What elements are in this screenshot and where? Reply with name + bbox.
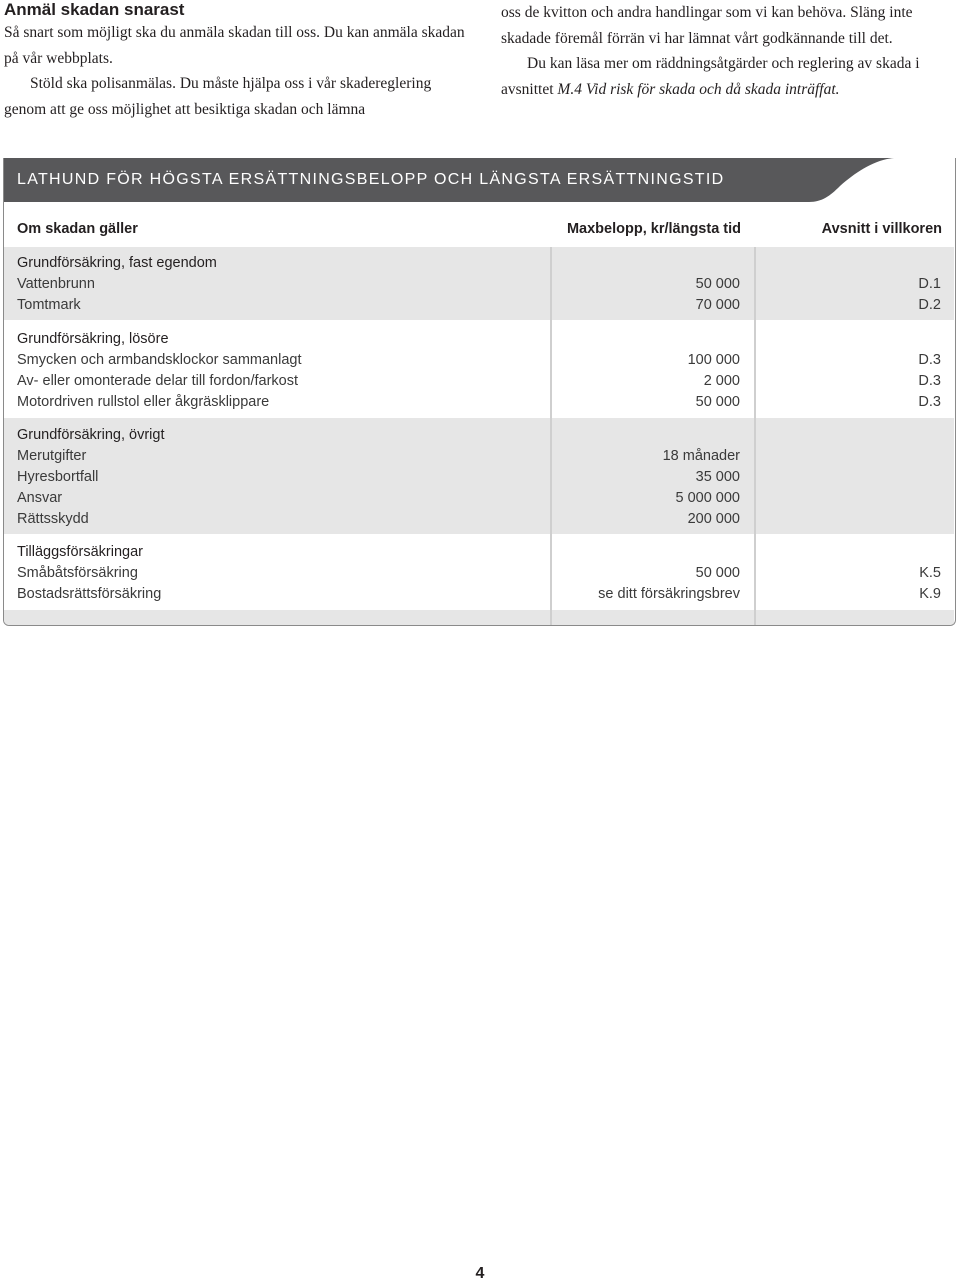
table-row [4, 488, 954, 509]
table-row [4, 295, 954, 316]
coverage-name: Bostadsrättsförsäkring [17, 586, 162, 602]
coverage-name: Smycken och armbandsklockor sammanlagt [17, 352, 302, 368]
terms-section: K.9 [919, 586, 941, 602]
max-amount: 2 000 [703, 373, 740, 389]
group-header-row [4, 425, 954, 446]
group-label: Tilläggsförsäkringar [17, 544, 143, 560]
group-header-row [4, 329, 954, 350]
column-header: Om skadan gäller [17, 221, 138, 237]
group-header-row [4, 253, 954, 274]
table-row [4, 350, 954, 371]
max-amount: 35 000 [695, 469, 740, 485]
group-label: Grundförsäkring, lösöre [17, 331, 169, 347]
coverage-name: Merutgifter [17, 448, 87, 464]
table-row [4, 509, 954, 530]
terms-section: D.1 [918, 276, 941, 292]
compensation-table [3, 158, 956, 626]
left-column [4, 0, 474, 122]
coverage-name: Småbåtsförsäkring [17, 565, 138, 581]
max-amount: 50 000 [695, 565, 740, 581]
max-amount: 200 000 [687, 511, 740, 527]
paragraph: oss de kvitton och andra handlingar som vi kan behöva. Släng inte skadade föremål förrän vi har lämnat vårt godkännande till det. [501, 4, 913, 47]
coverage-name: Vattenbrunn [17, 276, 95, 292]
column-header: Avsnitt i villkoren [821, 221, 942, 237]
coverage-name: Tomtmark [17, 297, 81, 313]
column-header: Maxbelopp, kr/längsta tid [566, 221, 741, 237]
coverage-name: Rättsskydd [17, 511, 89, 527]
table-row [4, 446, 954, 467]
coverage-name: Av- eller omonterade delar till fordon/farkost [17, 373, 299, 389]
terms-section: K.5 [919, 565, 941, 581]
max-amount: 100 000 [687, 352, 740, 368]
coverage-name: Ansvar [17, 490, 63, 506]
max-amount: 5 000 000 [675, 490, 740, 506]
coverage-name: Hyresbortfall [17, 469, 99, 485]
paragraph: Stöld ska polisanmälas. Du måste hjälpa oss i vår skadereglering genom att ge oss möjlighet att besiktiga skadan och lämna [4, 75, 432, 118]
terms-section: D.3 [918, 352, 941, 368]
table-row [4, 467, 954, 488]
section-heading: Anmäl skadan snarast [4, 0, 185, 19]
group-label: Grundförsäkring, övrigt [17, 427, 165, 443]
section-reference: M.4 Vid risk för skada och då skada inträffat. [557, 80, 840, 98]
coverage-name: Motordriven rullstol eller åkgräsklippare [17, 394, 270, 410]
max-amount: 18 månader [662, 448, 740, 464]
paragraph-text: Du kan läsa mer om räddningsåtgärder och reglering av skada i avsnittet [501, 55, 920, 98]
table-title: LATHUND FÖR HÖGSTA ERSÄTTNINGSBELOPP OCH LÄNGSTA ERSÄTTNINGSTID [17, 171, 725, 188]
table-row [4, 371, 954, 392]
terms-section: D.2 [918, 297, 941, 313]
table-row [4, 392, 954, 413]
page-number: 4 [475, 1265, 485, 1282]
max-amount: se ditt försäkringsbrev [598, 586, 740, 602]
table-title-bar [4, 158, 954, 202]
max-amount: 70 000 [695, 297, 740, 313]
max-amount: 50 000 [695, 276, 740, 292]
table-row [4, 584, 954, 605]
right-column [501, 0, 951, 102]
paragraph: Så snart som möjligt ska du anmäla skadan till oss. Du kan anmäla skadan på vår webbplats. [4, 24, 465, 67]
table-row [4, 563, 954, 584]
group-header-row [4, 542, 954, 563]
terms-section: D.3 [918, 373, 941, 389]
group-label: Grundförsäkring, fast egendom [17, 255, 217, 271]
table-row [4, 274, 954, 295]
terms-section: D.3 [918, 394, 941, 410]
row-band [4, 610, 954, 626]
paragraph [501, 51, 951, 102]
max-amount: 50 000 [695, 394, 740, 410]
